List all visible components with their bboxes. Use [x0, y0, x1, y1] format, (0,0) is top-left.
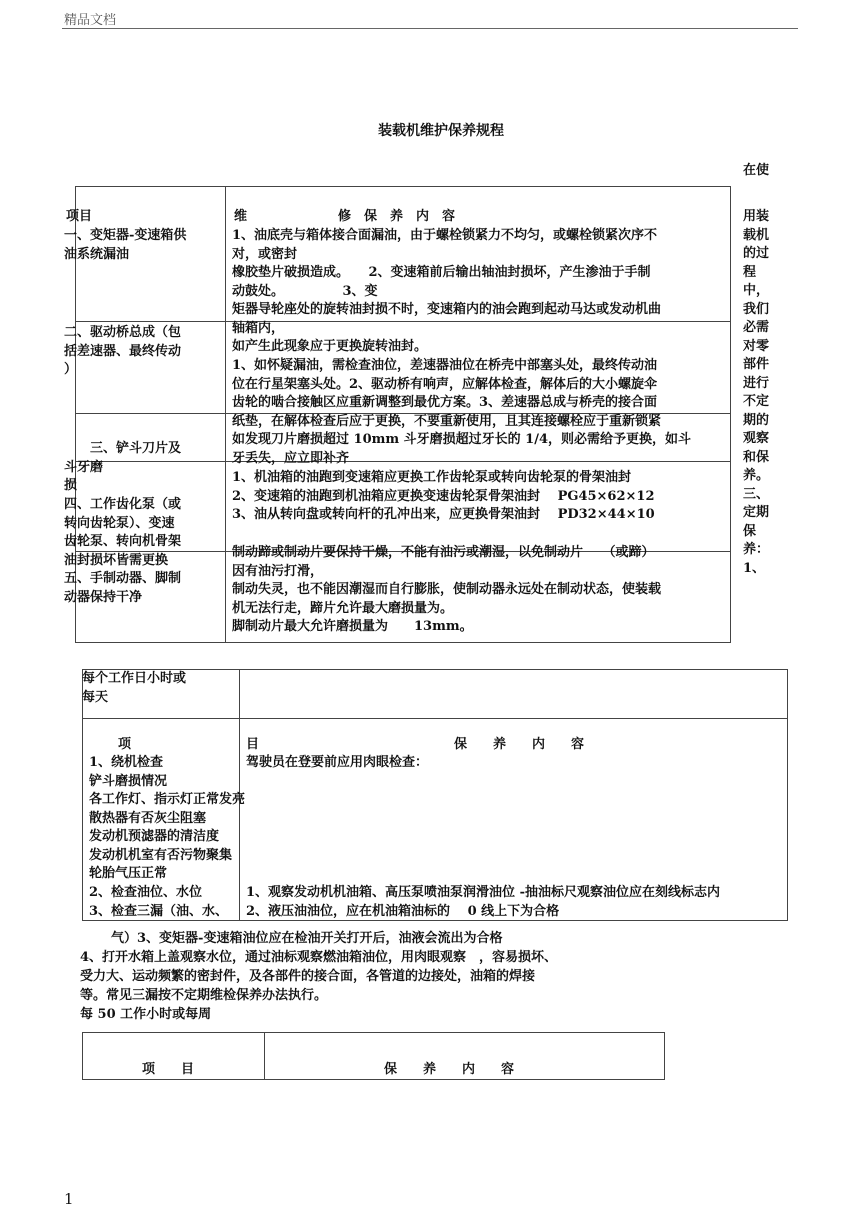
header-label: 精品文档 — [64, 13, 117, 28]
table3-column-divider — [264, 1032, 265, 1080]
table1-row4-item: 四、工作齿化泵（或 转向齿轮泵）、变速 齿轮泵、转向机骨架 油封损坏皆需更换 — [64, 497, 182, 568]
table2-check3-content: 2、液压油油位，应在机油箱油标的 0 线上下为合格 — [246, 904, 560, 919]
table2-check2-content: 1、观察发动机机油箱、高压泵喷油泵润滑油位 -抽油标尺观察油位应在刻线标志内 — [246, 885, 720, 900]
table1-row1-item: 一、变矩器-变速箱供 油系统漏油 — [64, 228, 187, 262]
table2-walkaround-items: 1、绕机检查 铲斗磨损情况 各工作灯、指示灯正常发亮 散热器有否灰尘阻塞 发动机预滤器的清洁度 发动机机室有否污物聚集 轮胎气压正常 — [89, 755, 246, 881]
table1-header-content: 维 修 保 养 内 容 — [234, 209, 456, 224]
table2-driver-check: 驾驶员在登要前应用肉眼检查： — [246, 755, 429, 770]
table1-row4-content: 1、机油箱的油跑到变速箱应更换工作齿轮泵或转向齿轮泵的骨架油封 2、变速箱的油跑到机油箱应更换变速齿轮泵骨架油封 PG45×62×12 3、油从转向盘或转向杆的孔冲出来，应更换骨架油封 PD32×44×10 — [232, 470, 655, 522]
table1-row1-content: 1、油底壳与箱体接合面漏油，由于螺栓锁紧力不均匀，或螺栓锁紧次序不 对，或密封 橡胶垫片破损造成。 2、变速箱前后输出轴油封损坏，产生渗油于手制 动鼓处。 3、变 矩器导轮座处的旋转油封损不时，变速箱内的油会跑到起动马达或发动机曲 轴箱内， 如产生此现象应于更换旋转油封。 — [232, 228, 662, 354]
after-line-4: 等。常见三漏按不定期维检保养办法执行。 — [80, 988, 328, 1003]
table1-header-item: 项目 — [66, 209, 93, 224]
table2-period-label: 每个工作日小时或 每天 — [82, 671, 187, 705]
document-title: 装载机维护保养规程 — [378, 123, 504, 139]
table1-column-divider — [225, 186, 226, 642]
table1-row3-content: 如发现刀片磨损超过 10mm 斗牙磨损超过牙长的 1/4，则必需给予更换，如斗 牙丢失，应立即补齐 — [232, 432, 692, 466]
intro-top-text: 在使 — [743, 163, 770, 178]
table1-row3-item: 三、铲斗刀片及 斗牙磨 损 — [64, 441, 182, 493]
page-number: 1 — [64, 1190, 74, 1208]
table2-check3-item: 3、检查三漏（油、水、 — [89, 904, 229, 919]
table3-header-content: 保 养 内 容 — [384, 1062, 515, 1077]
table1-row5-item: 五、手制动器、脚制 动器保持干净 — [64, 571, 182, 605]
after-line-3: 受力大、运动频繁的密封件，及各部件的接合面，各管道的边接处，油箱的焊接 — [80, 969, 536, 984]
table3-header-item: 项 目 — [142, 1062, 195, 1077]
table2-header-content: 目 保 养 内 容 — [246, 737, 585, 752]
table2-header-item: 项 — [118, 737, 132, 752]
weekly-label: 每 50 工作小时或每周 — [80, 1007, 212, 1022]
table1-row2-item: 二、驱动桥总成（包 括差速器、最终传动 ） — [64, 325, 182, 377]
table1-row2-content: 1、如怀疑漏油，需检查油位，差速器油位在桥壳中部塞头处，最终传动油 位在行星架塞头处。2、驱动桥有响声，应解体检查，解体后的大小螺旋伞 齿轮的啮合接触区应重新调整到最优方案。3、差速器总成与桥壳的接合面 纸垫，在解体检查后应于更换，不要重新使用，且其连接螺栓应于重新锁紧 — [232, 358, 662, 429]
after-line-1: 气）3、变矩器-变速箱油位应在检油开关打开后，油液会流出为合格 — [111, 931, 503, 946]
header-divider — [62, 28, 798, 29]
side-column-text: 用装载机的过程中，我们必需对零部件进行不定期的观察和保养。三、定期保养：1、 — [743, 209, 770, 576]
table2-check2-item: 2、检查油位、水位 — [89, 885, 203, 900]
table2-row-divider — [82, 718, 788, 719]
table1-row5-content: 制动蹄或制动片要保持干燥，不能有油污或潮湿，以免制动片 （或蹄） 因有油污打滑， 制动失灵，也不能因潮湿而自行膨胀，使制动器永远处在制动状态，使装载 机无法行走，蹄片允许最大磨损量为。 脚制动片最大允许磨损量为 13mm。 — [232, 545, 662, 634]
after-line-2: 4、打开水箱上盖观察水位，通过油标观察燃油箱油位，用肉眼观察 ，容易损坏、 — [80, 950, 558, 965]
